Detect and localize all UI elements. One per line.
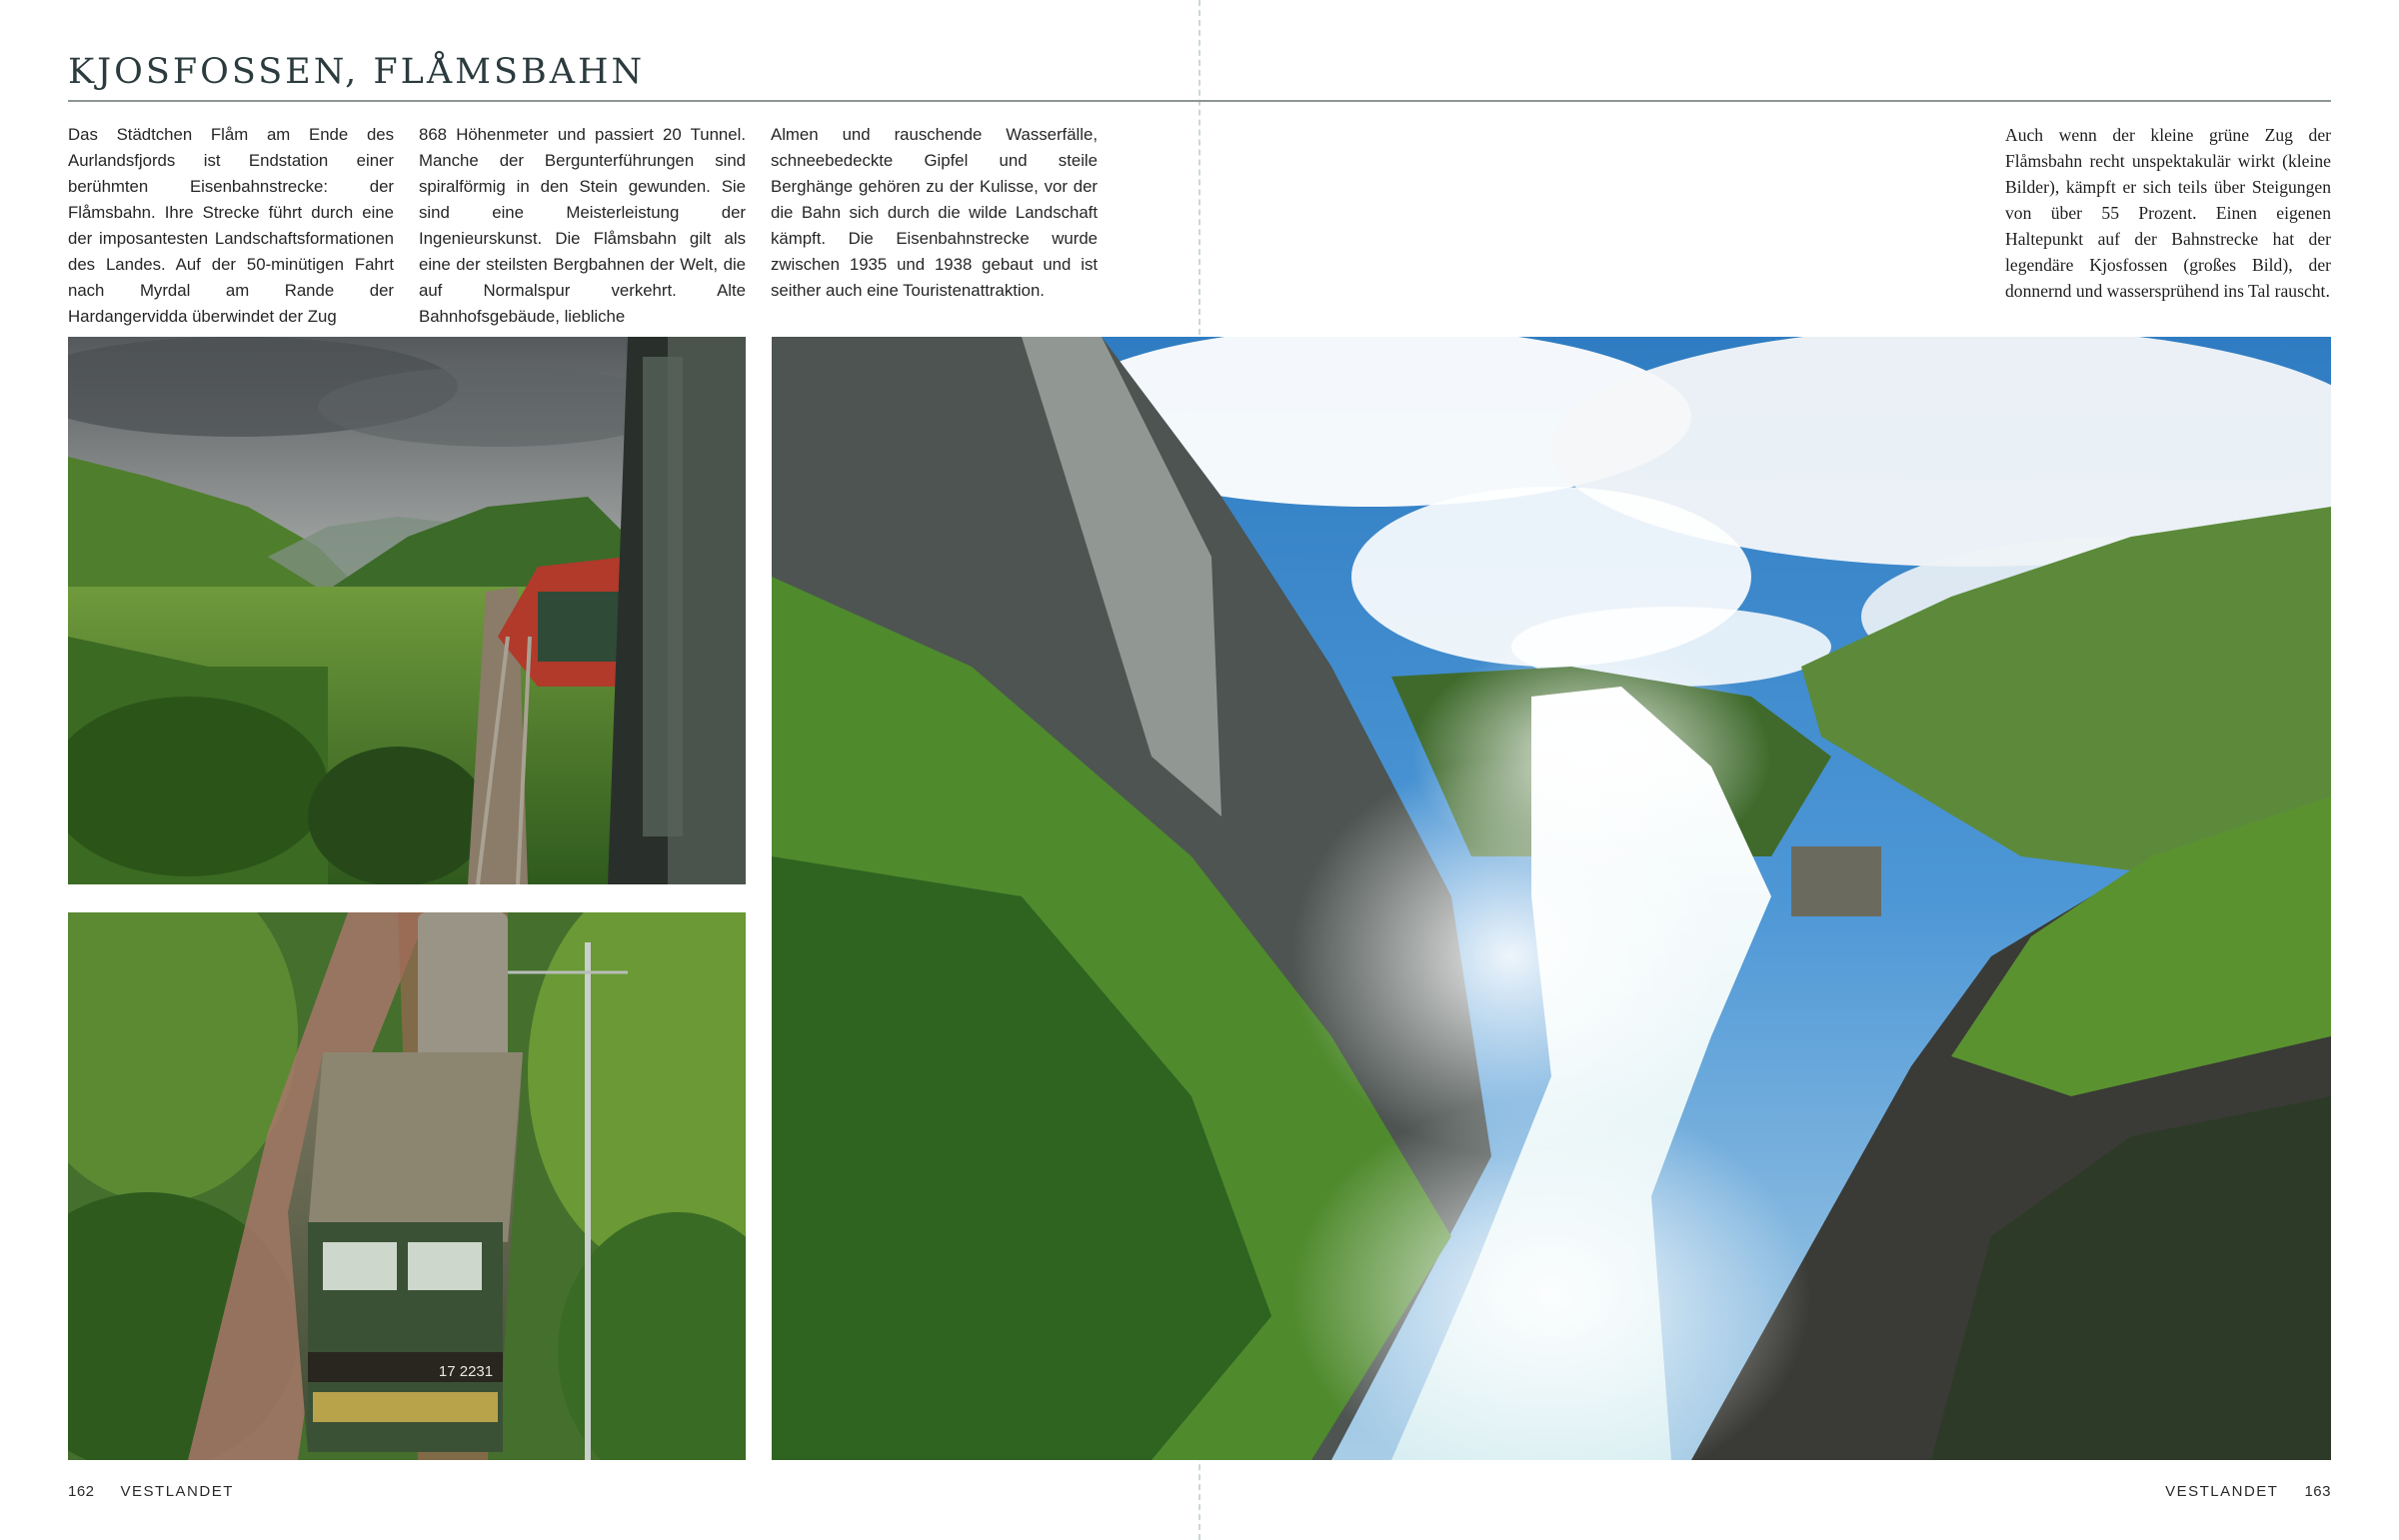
right-section-name: VESTLANDET [2165, 1483, 2279, 1500]
body-text-column-1: Das Städtchen Flåm am Ende des Aurlandsfjords ist Endstation einer berühmten Eisenbahnstrecke: der Flåmsbahn. Ihre Strecke führt durch eine der imposantesten Landschaftsformationen des Landes. Auf der 50-minütigen Fahrt nach Myrdal am Rande der Hardangervidda überwindet der Zug [68, 125, 394, 326]
left-section-name: VESTLANDET [120, 1483, 234, 1500]
footer-left [68, 1483, 234, 1500]
photo-kjosfossen-waterfall [772, 337, 2331, 1460]
left-page-number: 162 [68, 1483, 95, 1500]
body-text-column-2: 868 Höhenmeter und passiert 20 Tunnel. Manche der Bergunterführungen sind spiralförmig in den Stein gewunden. Sie sind eine Meisterleistung der Ingenieurskunst. Die Flåmsbahn gilt als eine der steilsten Bergbahnen der Welt, die auf Normalspur verkehrt. Alte Bahnhofsgebäude, liebliche [419, 125, 746, 326]
photo-train-window-valley [68, 337, 746, 884]
title-rule [68, 100, 2331, 102]
body-text-column-3: Almen und rauschende Wasserfälle, schneebedeckte Gipfel und steile Berghänge gehören zu der Kulisse, vor der die Bahn sich durch die wilde Landschaft kämpft. Die Eisenbahnstrecke wurde zwischen 1935 und 1938 gebaut und ist seither auch eine Touristenattraktion. [771, 125, 1098, 300]
footer-right [2165, 1483, 2331, 1500]
right-page-number: 163 [2304, 1483, 2331, 1500]
photo-green-locomotive [68, 912, 746, 1460]
locomotive-number: 17 2231 [438, 1363, 494, 1380]
photo-caption: Auch wenn der kleine grüne Zug der Flåmsbahn recht unspektakulär wirkt (kleine Bilder), kämpft er sich teils über Steigungen von über 55 Prozent. Einen eigenen Haltepunkt auf der Bahnstrecke hat der legendäre Kjosfossen (großes Bild), der donnernd und wassersprühend ins Tal rauscht. [2005, 125, 2331, 301]
page-title: KJOSFOSSEN, FLÅMSBAHN [68, 52, 646, 92]
